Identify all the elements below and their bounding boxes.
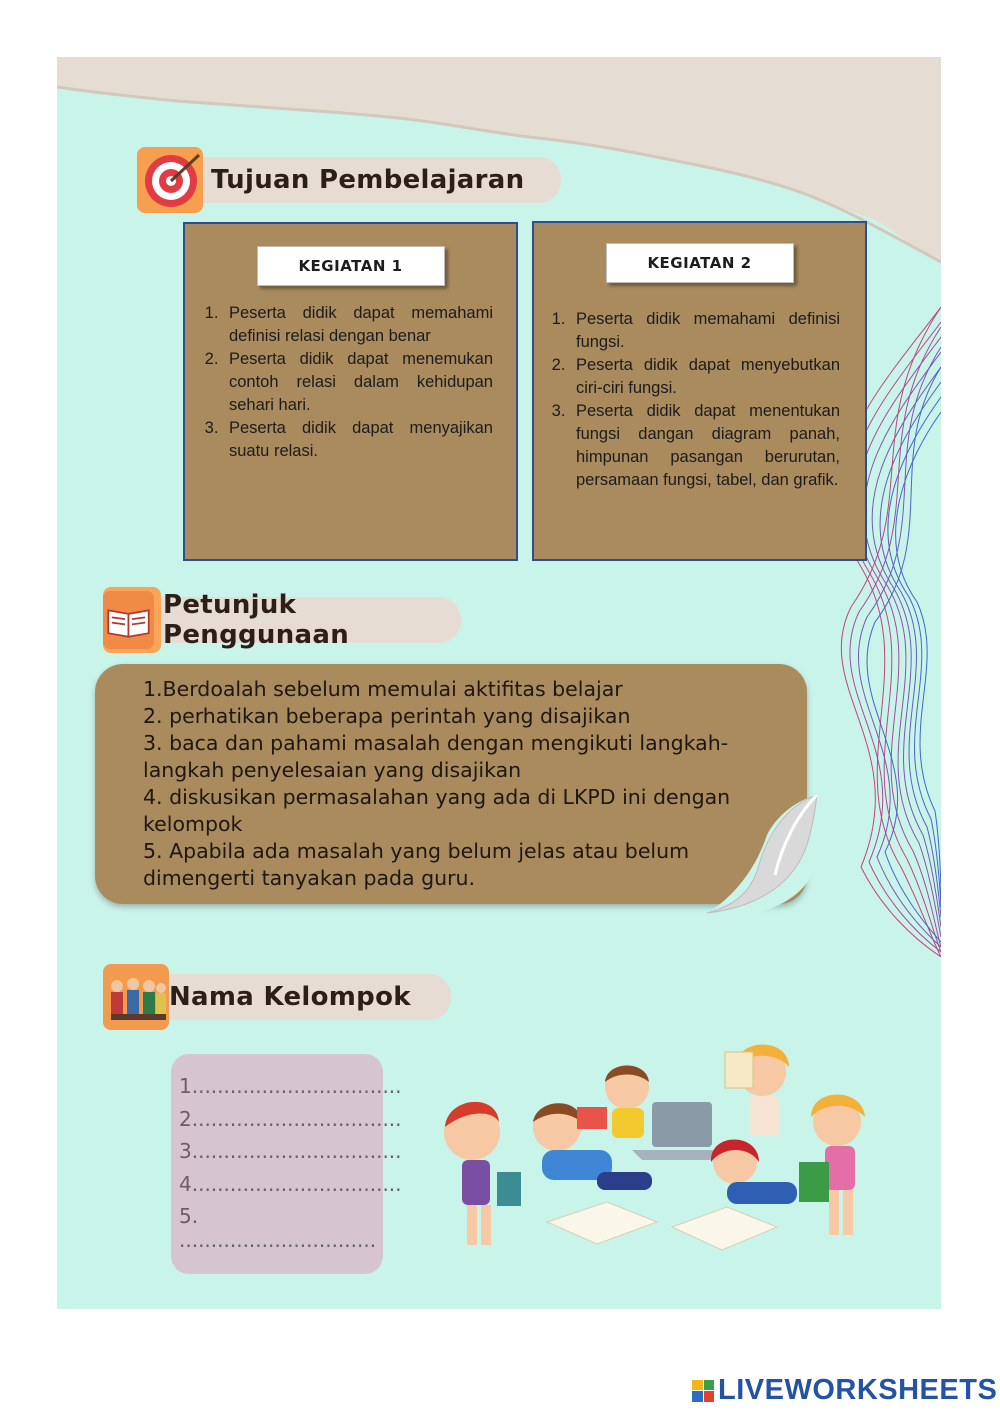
group-icon — [103, 964, 169, 1030]
petunjuk-line: langkah penyelesaian yang disajikan — [143, 758, 522, 782]
petunjuk-line: 4. diskusikan permasalahan yang ada di LKPD ini dengan — [143, 785, 731, 809]
header-tujuan-pembelajaran — [137, 157, 561, 203]
target-icon — [137, 147, 203, 213]
tujuan-title: Tujuan Pembelajaran — [211, 165, 525, 195]
list-item: 2. Peserta didik dapat menemukan contoh relasi dalam kehidupan sehari hari. — [223, 348, 493, 417]
petunjuk-line: 3. baca dan pahami masalah dengan mengikuti langkah- — [143, 731, 729, 755]
list-item: 3. Peserta didik dapat menyajikan suatu relasi. — [223, 417, 493, 463]
name-slot-4[interactable]: 4................................. — [179, 1171, 402, 1196]
kegiatan-2-list — [542, 308, 840, 492]
list-item: 2. Peserta didik dapat menyebutkan ciri-ciri fungsi. — [570, 354, 840, 400]
kegiatan-1-card — [183, 222, 518, 561]
name-slot-1[interactable]: 1................................. — [179, 1074, 402, 1098]
page-curl-decoration — [697, 795, 817, 915]
petunjuk-line: 1.Berdoalah sebelum memulai aktifitas belajar — [143, 677, 623, 701]
header-petunjuk-penggunaan — [103, 590, 461, 650]
worksheet-page — [57, 57, 941, 1309]
petunjuk-line: kelompok — [143, 812, 243, 836]
petunjuk-line: dimengerti tanyakan pada guru. — [143, 866, 476, 890]
name-slot-2[interactable]: 2................................. — [179, 1106, 402, 1131]
book-icon — [103, 587, 161, 653]
children-reading-illustration — [437, 1022, 867, 1282]
nama-kelompok-title: Nama Kelompok — [169, 982, 411, 1012]
liveworksheets-logo[interactable] — [692, 1374, 997, 1407]
kegiatan-2-card — [532, 221, 867, 561]
list-item: 1. Peserta didik dapat memahami definisi relasi dengan benar — [223, 302, 493, 348]
list-item: 3. Peserta didik dapat menentukan fungsi dangan diagram panah, himpunan pasangan berurutan, persamaan fungsi, tabel, dan grafik. — [570, 400, 840, 492]
list-item: 1. Peserta didik memahami definisi fungsi. — [570, 308, 840, 354]
group-names-box — [171, 1054, 402, 1274]
logo-text: LIVEWORKSHEETS — [718, 1374, 998, 1406]
name-slot-5[interactable]: 5. ............................... — [179, 1204, 377, 1252]
header-nama-kelompok — [103, 974, 451, 1020]
kegiatan-1-label: KEGIATAN 1 — [257, 246, 445, 286]
petunjuk-text — [143, 676, 783, 892]
kegiatan-1-list — [195, 302, 493, 463]
logo-mark-icon — [692, 1380, 714, 1402]
kegiatan-2-label: KEGIATAN 2 — [606, 243, 794, 283]
petunjuk-line: 2. perhatikan beberapa perintah yang disajikan — [143, 704, 631, 728]
petunjuk-title: Petunjuk Penggunaan — [163, 590, 350, 650]
name-slot-3[interactable]: 3................................. — [179, 1139, 402, 1163]
petunjuk-line: 5. Apabila ada masalah yang belum jelas atau belum — [143, 839, 690, 863]
